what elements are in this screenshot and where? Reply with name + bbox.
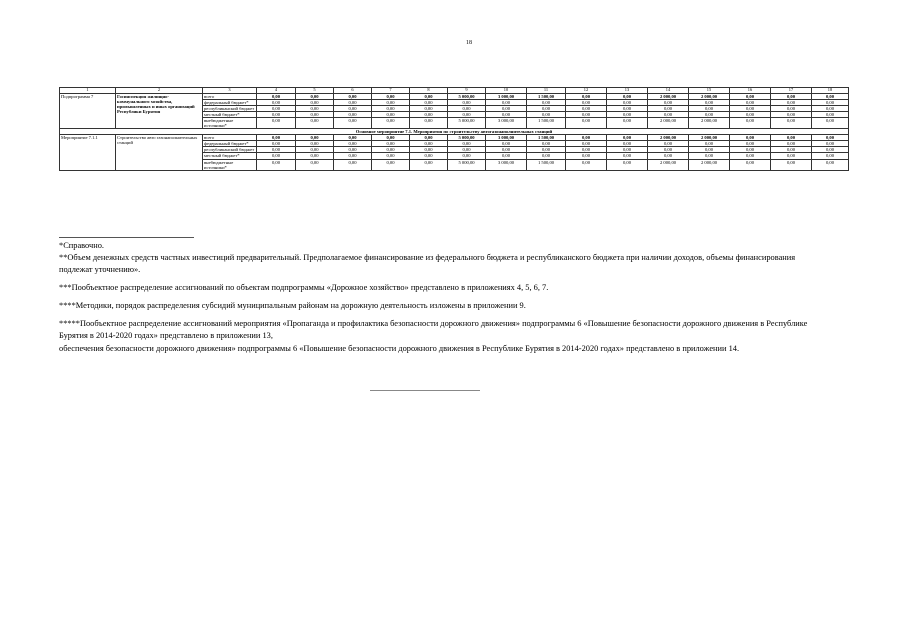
value-cell: 0,00 bbox=[410, 135, 448, 141]
value-cell: 0,00 bbox=[730, 153, 771, 159]
source-cell: федеральный бюджет* bbox=[203, 141, 257, 147]
value-cell: 0,00 bbox=[527, 147, 566, 153]
value-cell: 0,00 bbox=[257, 100, 296, 106]
value-cell: 0,00 bbox=[566, 94, 607, 100]
value-cell: 0,00 bbox=[566, 112, 607, 118]
value-cell: 3 000,00 bbox=[486, 159, 527, 170]
value-cell: 0,00 bbox=[730, 100, 771, 106]
source-cell: местный бюджет* bbox=[203, 112, 257, 118]
value-cell: 0,00 bbox=[334, 100, 372, 106]
budget-table bbox=[59, 87, 849, 171]
value-cell: 0,00 bbox=[607, 159, 648, 170]
header-cell: 13 bbox=[607, 88, 648, 94]
value-cell: 0,00 bbox=[689, 141, 730, 147]
source-cell: всего bbox=[203, 135, 257, 141]
header-cell: 16 bbox=[730, 88, 771, 94]
value-cell: 0,00 bbox=[448, 112, 486, 118]
value-cell: 0,00 bbox=[296, 112, 334, 118]
value-cell: 0,00 bbox=[486, 106, 527, 112]
value-cell: 0,00 bbox=[372, 153, 410, 159]
row-name-cell: Строительство авто газонаполнительных станций bbox=[116, 135, 203, 170]
value-cell: 0,00 bbox=[410, 106, 448, 112]
value-cell: 0,00 bbox=[812, 141, 849, 147]
header-cell: 4 bbox=[257, 88, 296, 94]
value-cell: 0,00 bbox=[771, 141, 812, 147]
value-cell: 0,00 bbox=[257, 106, 296, 112]
value-cell: 0,00 bbox=[448, 147, 486, 153]
header-cell: 15 bbox=[689, 88, 730, 94]
value-cell: 0,00 bbox=[771, 94, 812, 100]
value-cell: 0,00 bbox=[296, 135, 334, 141]
value-cell: 0,00 bbox=[296, 106, 334, 112]
value-cell: 0,00 bbox=[410, 153, 448, 159]
value-cell: 0,00 bbox=[296, 153, 334, 159]
value-cell: 0,00 bbox=[607, 118, 648, 129]
value-cell: 2 000,00 bbox=[648, 94, 689, 100]
header-cell: 2 bbox=[116, 88, 203, 94]
header-cell: 3 bbox=[203, 88, 257, 94]
value-cell: 0,00 bbox=[486, 147, 527, 153]
footnote-1: *Справочно. bbox=[59, 241, 105, 250]
value-cell: 0,00 bbox=[372, 118, 410, 129]
value-cell: 1 500,00 bbox=[527, 94, 566, 100]
value-cell: 0,00 bbox=[730, 118, 771, 129]
value-cell: 0,00 bbox=[527, 112, 566, 118]
value-cell: 0,00 bbox=[812, 147, 849, 153]
value-cell: 0,00 bbox=[648, 112, 689, 118]
value-cell: 0,00 bbox=[257, 147, 296, 153]
value-cell: 0,00 bbox=[448, 100, 486, 106]
value-cell: 0,00 bbox=[730, 106, 771, 112]
value-cell: 0,00 bbox=[607, 147, 648, 153]
header-cell: 1 bbox=[60, 88, 116, 94]
value-cell: 0,00 bbox=[372, 147, 410, 153]
header-cell: 11 bbox=[527, 88, 566, 94]
value-cell: 0,00 bbox=[257, 112, 296, 118]
value-cell: 0,00 bbox=[372, 159, 410, 170]
value-cell: 0,00 bbox=[812, 100, 849, 106]
source-cell: республиканский бюджет bbox=[203, 106, 257, 112]
value-cell: 0,00 bbox=[607, 106, 648, 112]
value-cell: 0,00 bbox=[296, 118, 334, 129]
value-cell: 0,00 bbox=[566, 141, 607, 147]
value-cell: 0,00 bbox=[689, 153, 730, 159]
value-cell: 0,00 bbox=[257, 159, 296, 170]
value-cell: 0,00 bbox=[527, 153, 566, 159]
value-cell: 0,00 bbox=[566, 153, 607, 159]
value-cell: 0,00 bbox=[771, 135, 812, 141]
value-cell: 0,00 bbox=[607, 135, 648, 141]
value-cell: 2 000,00 bbox=[689, 94, 730, 100]
value-cell: 0,00 bbox=[486, 153, 527, 159]
value-cell: 0,00 bbox=[334, 106, 372, 112]
header-cell: 7 bbox=[372, 88, 410, 94]
value-cell: 0,00 bbox=[566, 118, 607, 129]
header-cell: 18 bbox=[812, 88, 849, 94]
value-cell: 0,00 bbox=[448, 106, 486, 112]
value-cell: 1 500,00 bbox=[527, 118, 566, 129]
value-cell: 3 000,00 bbox=[486, 135, 527, 141]
value-cell: 0,00 bbox=[689, 100, 730, 106]
value-cell: 0,00 bbox=[257, 141, 296, 147]
value-cell: 0,00 bbox=[607, 100, 648, 106]
section-title: Основное мероприятие 7.1. Мероприятия по строительству автогазонаполнительных станций bbox=[60, 129, 849, 135]
end-line bbox=[370, 390, 480, 391]
value-cell: 0,00 bbox=[566, 159, 607, 170]
value-cell: 0,00 bbox=[410, 112, 448, 118]
value-cell: 0,00 bbox=[257, 94, 296, 100]
value-cell: 0,00 bbox=[334, 118, 372, 129]
source-cell: внебюджетные источники* bbox=[203, 118, 257, 129]
value-cell: 0,00 bbox=[566, 100, 607, 106]
value-cell: 0,00 bbox=[372, 112, 410, 118]
source-cell: местный бюджет* bbox=[203, 153, 257, 159]
row-code-cell: Мероприятие 7.1.1 bbox=[60, 135, 116, 170]
value-cell: 0,00 bbox=[812, 118, 849, 129]
value-cell: 0,00 bbox=[527, 106, 566, 112]
value-cell: 0,00 bbox=[448, 141, 486, 147]
value-cell: 0,00 bbox=[296, 159, 334, 170]
value-cell: 0,00 bbox=[730, 147, 771, 153]
value-cell: 2 000,00 bbox=[689, 159, 730, 170]
value-cell: 1 500,00 bbox=[527, 159, 566, 170]
value-cell: 0,00 bbox=[566, 135, 607, 141]
value-cell: 0,00 bbox=[771, 147, 812, 153]
value-cell: 0,00 bbox=[372, 135, 410, 141]
value-cell: 5 000,00 bbox=[448, 94, 486, 100]
row-name-cell: Госинспекция жилищно-коммунального хозяйства, промышленных и иных организаций Республики Бурятия bbox=[116, 94, 203, 129]
footnote-separator bbox=[59, 237, 194, 238]
value-cell: 2 000,00 bbox=[689, 135, 730, 141]
value-cell: 0,00 bbox=[812, 112, 849, 118]
value-cell: 0,00 bbox=[486, 112, 527, 118]
row-code-cell: Подпрограмма 7 bbox=[60, 94, 116, 129]
value-cell: 0,00 bbox=[607, 112, 648, 118]
value-cell: 0,00 bbox=[257, 135, 296, 141]
value-cell: 0,00 bbox=[771, 153, 812, 159]
value-cell: 0,00 bbox=[257, 118, 296, 129]
value-cell: 0,00 bbox=[410, 147, 448, 153]
header-cell: 6 bbox=[334, 88, 372, 94]
value-cell: 0,00 bbox=[689, 147, 730, 153]
footnote-2: **Объем денежных средств частных инвестиций предварительный. Предполагаемое финансирование из федерального бюджета и республиканского бюджета при наличии доходов, объемы финансирования подлежат уточнению». bbox=[59, 253, 796, 274]
value-cell: 0,00 bbox=[448, 153, 486, 159]
value-cell: 0,00 bbox=[334, 153, 372, 159]
value-cell: 0,00 bbox=[410, 159, 448, 170]
header-cell: 14 bbox=[648, 88, 689, 94]
header-cell: 8 bbox=[410, 88, 448, 94]
header-cell: 10 bbox=[486, 88, 527, 94]
value-cell: 0,00 bbox=[410, 100, 448, 106]
value-cell: 0,00 bbox=[771, 118, 812, 129]
value-cell: 0,00 bbox=[771, 159, 812, 170]
value-cell: 0,00 bbox=[486, 141, 527, 147]
header-cell: 17 bbox=[771, 88, 812, 94]
value-cell: 0,00 bbox=[607, 94, 648, 100]
value-cell: 2 000,00 bbox=[648, 135, 689, 141]
value-cell: 0,00 bbox=[689, 112, 730, 118]
value-cell: 2 000,00 bbox=[689, 118, 730, 129]
value-cell: 1 500,00 bbox=[527, 135, 566, 141]
value-cell: 2 000,00 bbox=[648, 118, 689, 129]
value-cell: 0,00 bbox=[730, 141, 771, 147]
value-cell: 0,00 bbox=[334, 141, 372, 147]
value-cell: 0,00 bbox=[334, 135, 372, 141]
value-cell: 5 000,00 bbox=[448, 118, 486, 129]
footnote-3: ***Пообъектное распределение ассигнований по объектам подпрограммы «Дорожное хозяйство» представлено в приложениях 4, 5, 6, 7. bbox=[59, 283, 549, 292]
value-cell: 2 000,00 bbox=[648, 159, 689, 170]
value-cell: 0,00 bbox=[334, 147, 372, 153]
value-cell: 0,00 bbox=[296, 147, 334, 153]
value-cell: 0,00 bbox=[812, 153, 849, 159]
value-cell: 0,00 bbox=[527, 100, 566, 106]
footnote-4: ****Методики, порядок распределения субсидий муниципальным районам на дорожную деятельность изложены в приложении 9. bbox=[59, 301, 526, 310]
value-cell: 0,00 bbox=[296, 94, 334, 100]
source-cell: федеральный бюджет* bbox=[203, 100, 257, 106]
value-cell: 0,00 bbox=[812, 106, 849, 112]
value-cell: 5 000,00 bbox=[448, 135, 486, 141]
value-cell: 0,00 bbox=[771, 106, 812, 112]
value-cell: 0,00 bbox=[334, 112, 372, 118]
value-cell: 0,00 bbox=[730, 135, 771, 141]
value-cell: 0,00 bbox=[566, 147, 607, 153]
value-cell: 0,00 bbox=[566, 106, 607, 112]
value-cell: 0,00 bbox=[730, 159, 771, 170]
value-cell: 0,00 bbox=[607, 141, 648, 147]
header-cell: 12 bbox=[566, 88, 607, 94]
value-cell: 0,00 bbox=[771, 112, 812, 118]
value-cell: 0,00 bbox=[648, 147, 689, 153]
footnote-5: *****Пообъектное распределение ассигнований мероприятия «Пропаганда и профилактика безопасности дорожного движения» подпрограммы 6 «Повышение безопасности дорожного движения в Республике Бурятия в 2014-2020 годах» представлено в приложении 13, bbox=[59, 319, 808, 340]
value-cell: 0,00 bbox=[771, 100, 812, 106]
value-cell: 3 000,00 bbox=[486, 118, 527, 129]
value-cell: 0,00 bbox=[372, 106, 410, 112]
value-cell: 0,00 bbox=[648, 153, 689, 159]
value-cell: 0,00 bbox=[812, 135, 849, 141]
value-cell: 0,00 bbox=[410, 118, 448, 129]
value-cell: 0,00 bbox=[607, 153, 648, 159]
value-cell: 0,00 bbox=[372, 94, 410, 100]
value-cell: 0,00 bbox=[257, 153, 296, 159]
source-cell: внебюджетные источники* bbox=[203, 159, 257, 170]
value-cell: 0,00 bbox=[296, 100, 334, 106]
value-cell: 0,00 bbox=[730, 94, 771, 100]
footnote-5-continued: обеспечения безопасности дорожного движения» подпрограммы 6 «Повышение безопасности дорожного движения в Республике Бурятия в 2014-2020 годах» представлено в приложении 14. bbox=[59, 344, 740, 353]
value-cell: 0,00 bbox=[648, 106, 689, 112]
page-number: 18 bbox=[466, 40, 472, 46]
value-cell: 5 000,00 bbox=[448, 159, 486, 170]
value-cell: 0,00 bbox=[334, 159, 372, 170]
value-cell: 0,00 bbox=[689, 106, 730, 112]
value-cell: 0,00 bbox=[648, 100, 689, 106]
header-cell: 9 bbox=[448, 88, 486, 94]
source-cell: всего bbox=[203, 94, 257, 100]
value-cell: 0,00 bbox=[648, 141, 689, 147]
source-cell: республиканский бюджет bbox=[203, 147, 257, 153]
value-cell: 0,00 bbox=[334, 94, 372, 100]
value-cell: 0,00 bbox=[812, 159, 849, 170]
value-cell: 0,00 bbox=[486, 100, 527, 106]
value-cell: 0,00 bbox=[296, 141, 334, 147]
value-cell: 0,00 bbox=[410, 141, 448, 147]
value-cell: 0,00 bbox=[372, 100, 410, 106]
value-cell: 0,00 bbox=[410, 94, 448, 100]
value-cell: 0,00 bbox=[372, 141, 410, 147]
value-cell: 3 000,00 bbox=[486, 94, 527, 100]
value-cell: 0,00 bbox=[730, 112, 771, 118]
header-cell: 5 bbox=[296, 88, 334, 94]
value-cell: 0,00 bbox=[812, 94, 849, 100]
value-cell: 0,00 bbox=[527, 141, 566, 147]
